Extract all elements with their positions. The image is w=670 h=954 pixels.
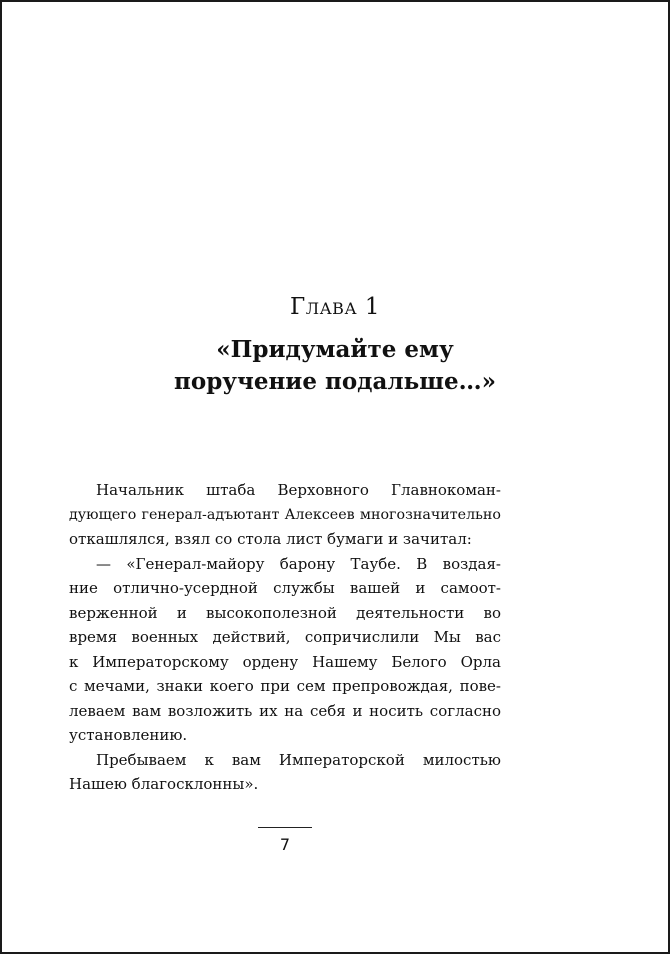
chapter-title-line: поручение подальше…» [174,368,496,395]
text-line: Начальник штаба Верховного Главнокоман- [96,481,501,499]
chapter-title [0,334,670,398]
page-number: 7 [279,835,291,854]
chapter-label: Глава 1 [289,294,381,320]
text-line: установлению. [69,726,188,744]
text-line: — «Генерал-майору барону Таубе. В воздая- [96,554,501,573]
body-text [69,478,501,797]
text-line: Нашею благосклонны». [69,775,259,793]
text-line: леваем вам возложить их на себя и носить согласно [69,701,501,720]
text-line: с мечами, знаки коего при сем препровождая, пове- [69,677,501,695]
text-line: время военных действий, сопричислили Мы вас [69,628,501,646]
text-line: верженной и высокополезной деятельности во [69,603,501,622]
chapter-title-line: «Придумайте ему [216,336,454,363]
text-line: дующего генерал-адъютант Алексеев многозначительно [69,506,501,523]
text-line: ние отлично-усердной службы вашей и самоот- [69,579,501,597]
text-line: откашлялся, взял со стола лист бумаги и зачитал: [69,530,472,548]
text-line: к Императорскому ордену Нашему Белого Орла [69,652,501,671]
page-number-rule [258,827,312,828]
text-line: Пребываем к вам Императорской милостью [96,750,501,769]
